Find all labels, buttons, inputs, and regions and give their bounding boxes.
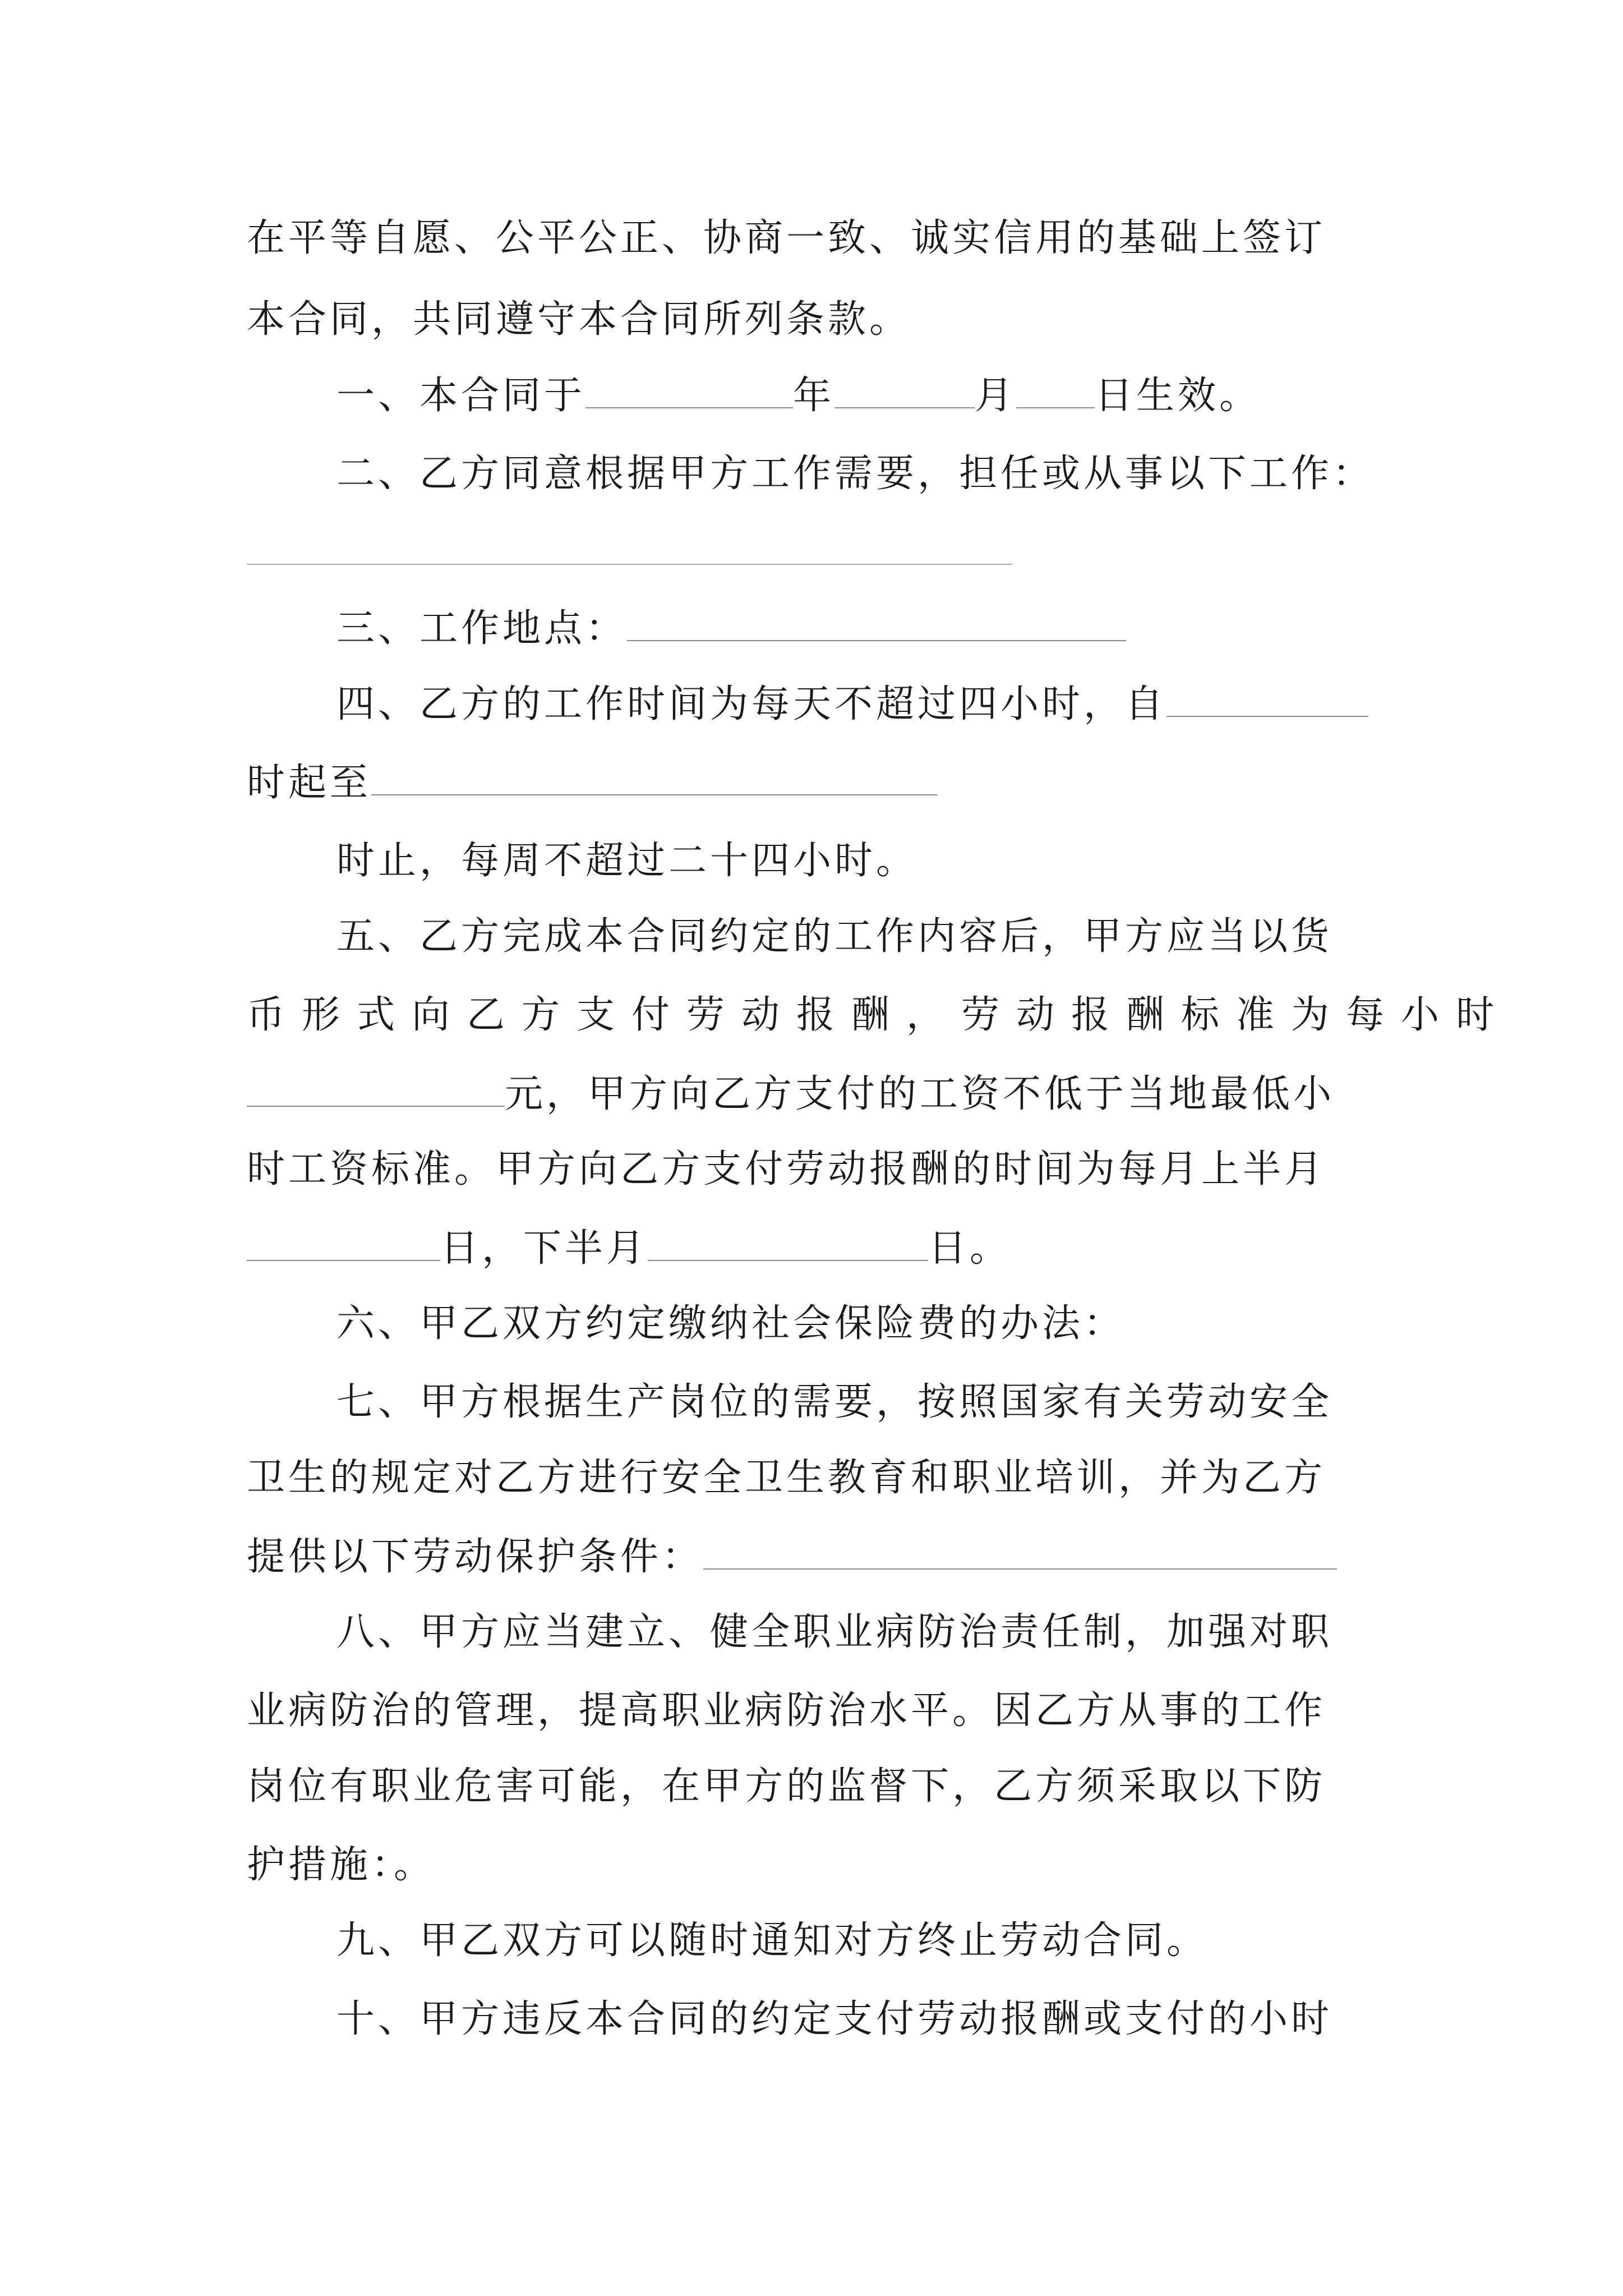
clause-7-line-2: 卫生的规定对乙方进行安全卫生教育和职业培训，并为乙方 xyxy=(247,1456,1326,1500)
day-end-label: 日。 xyxy=(928,1226,1012,1271)
clause-7: 七、甲方根据生产岗位的需要，按照国家有关劳动安全 xyxy=(336,1380,1333,1424)
clause-3-text: 三、工作地点： xyxy=(336,606,628,651)
job-blank-line[interactable] xyxy=(247,564,1012,565)
clause-10: 十、甲方违反本合同的约定支付劳动报酬或支付的小时 xyxy=(336,1997,1333,2041)
second-half-day-blank[interactable] xyxy=(648,1223,928,1261)
first-half-day-blank[interactable] xyxy=(247,1223,440,1261)
end-time-blank[interactable] xyxy=(371,757,938,795)
clause-5-line-2: 币形式向乙方支付劳动报酬，劳动报酬标准为每小时 xyxy=(247,993,1511,1037)
clause-8-line-2: 业病防治的管理，提高职业病防治水平。因乙方从事的工作 xyxy=(247,1688,1326,1733)
clause-5-line-4: 时工资标准。甲方向乙方支付劳动报酬的时间为每月上半月 xyxy=(247,1147,1326,1191)
workplace-blank[interactable] xyxy=(627,603,1126,641)
month-label: 月 xyxy=(975,374,1017,418)
start-time-blank[interactable] xyxy=(1166,679,1368,717)
clause-7-line-3 xyxy=(247,1531,1337,1582)
clause-8-line-3: 岗位有职业危害可能，在甲方的监督下，乙方须采取以下防 xyxy=(247,1764,1326,1809)
clause-3 xyxy=(336,603,1126,654)
second-half-label: 日，下半月 xyxy=(440,1226,648,1271)
clause-4-text: 四、乙方的工作时间为每天不超过四小时，自 xyxy=(336,682,1167,726)
month-blank[interactable] xyxy=(834,370,975,408)
clause-5-line-3-text: 元，甲方向乙方支付的工资不低于当地最低小 xyxy=(505,1072,1335,1116)
clause-4-cont xyxy=(247,757,938,808)
clause-7-line-3-text: 提供以下劳动保护条件： xyxy=(247,1535,704,1579)
paragraph-line: 在平等自愿、公平公正、协商一致、诚实信用的基础上签订 xyxy=(247,216,1326,260)
clause-4-cont-text: 时起至 xyxy=(247,761,372,805)
clause-5: 五、乙方完成本合同约定的工作内容后，甲方应当以货 xyxy=(336,914,1333,959)
clause-1-text: 一、本合同于 xyxy=(336,374,586,418)
hourly-rate-blank[interactable] xyxy=(247,1069,505,1107)
year-blank[interactable] xyxy=(585,370,793,408)
clause-6: 六、甲乙双方约定缴纳社会保险费的办法： xyxy=(336,1301,1126,1346)
day-blank[interactable] xyxy=(1016,370,1095,408)
clause-9: 九、甲乙双方可以随时通知对方终止劳动合同。 xyxy=(336,1918,1209,1963)
clause-4-end: 时止，每周不超过二十四小时。 xyxy=(336,839,918,883)
effective-label: 日生效。 xyxy=(1095,374,1261,418)
clause-2: 二、乙方同意根据甲方工作需要，担任或从事以下工作： xyxy=(336,452,1375,496)
clause-8-line-4: 护措施：。 xyxy=(247,1843,436,1887)
clause-1 xyxy=(336,370,1261,421)
clause-4 xyxy=(336,679,1368,730)
clause-5-line-3 xyxy=(247,1069,1335,1120)
clause-5-line-5 xyxy=(247,1223,1011,1274)
clause-8: 八、甲方应当建立、健全职业病防治责任制，加强对职 xyxy=(336,1610,1333,1654)
protection-blank[interactable] xyxy=(703,1531,1337,1570)
paragraph-line: 本合同，共同遵守本合同所列条款。 xyxy=(247,297,911,342)
year-label: 年 xyxy=(793,374,835,418)
